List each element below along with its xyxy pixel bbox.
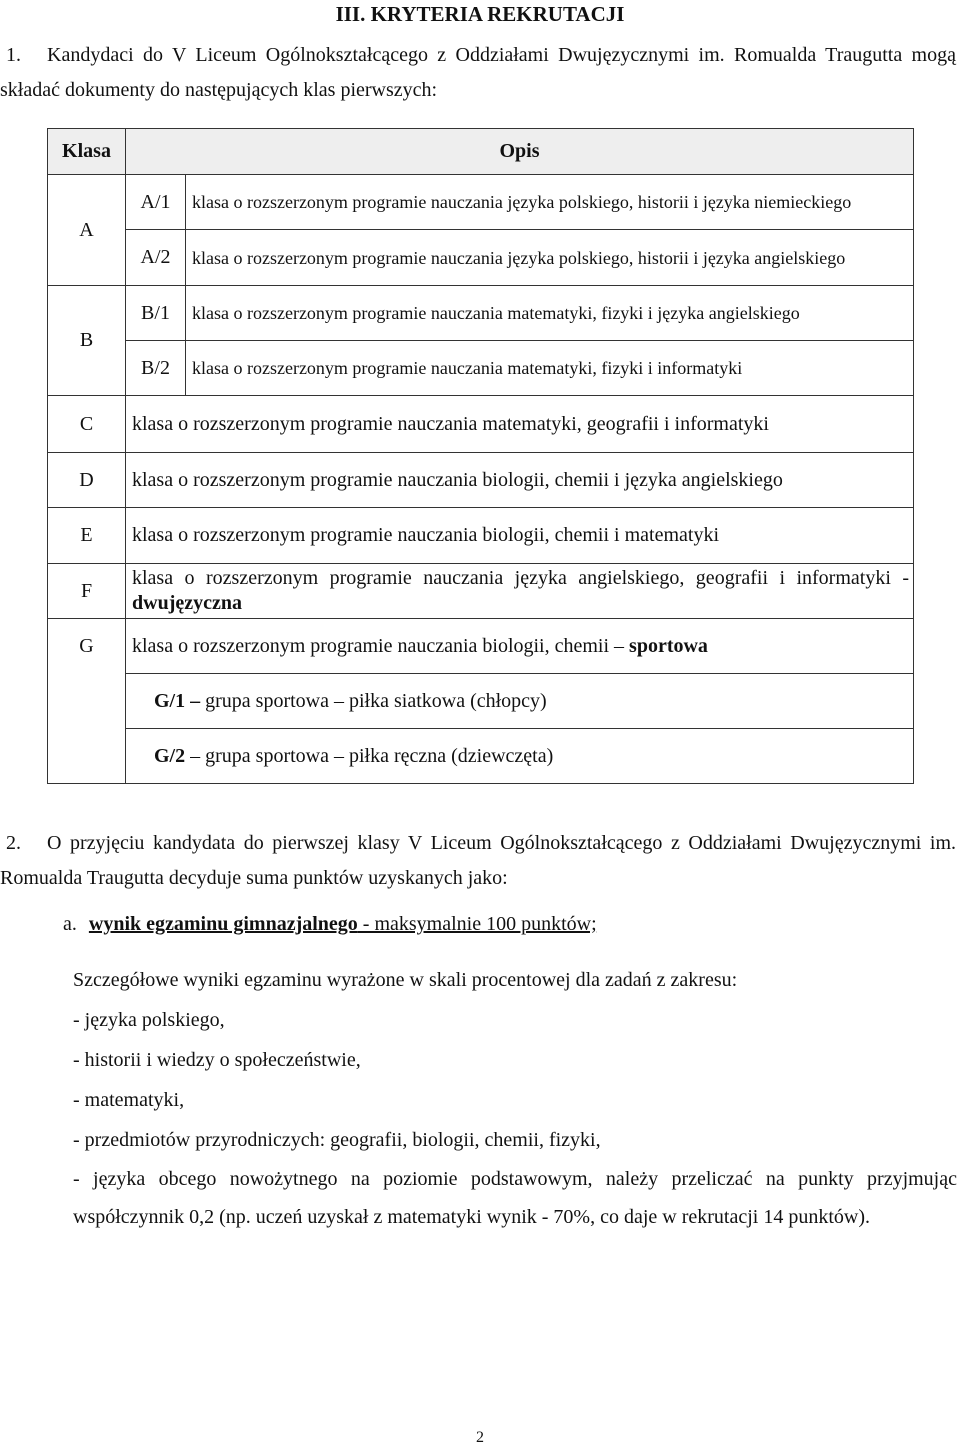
table-row <box>48 729 914 784</box>
class-desc-c: klasa o rozszerzonym programie nauczania matematyki, geografii i informatyki <box>126 396 914 453</box>
table-row <box>48 619 914 674</box>
section-1-paragraph <box>0 38 956 108</box>
sport-group-g1-code: G/1 – <box>154 689 201 712</box>
class-label-e: E <box>48 508 126 564</box>
class-label-d: D <box>48 453 126 508</box>
class-desc-e: klasa o rozszerzonym programie nauczania biologii, chemii i matematyki <box>126 508 914 564</box>
table-row <box>48 175 914 230</box>
class-label-f: F <box>48 564 126 619</box>
sport-group-g2-desc: – grupa sportowa – piłka ręczna (dziewczęta) <box>185 744 554 767</box>
class-label-g: G <box>48 619 126 784</box>
item-a-letter: a. <box>63 913 77 935</box>
exam-details <box>73 960 957 1236</box>
table-row <box>48 396 914 453</box>
table-row <box>48 230 914 286</box>
details-intro: Szczegółowe wyniki egzaminu wyrażone w skali procentowej dla zadań z zakresu: <box>73 969 738 991</box>
subclass-label-a1: A/1 <box>126 175 186 230</box>
table-header-row <box>48 129 914 175</box>
list-item: - historii i wiedzy o społeczeństwie, <box>73 1049 361 1071</box>
class-criteria-table <box>47 128 914 784</box>
class-label-c: C <box>48 396 126 453</box>
subclass-desc-a1: klasa o rozszerzonym programie nauczania języka polskiego, historii i języka niemieckiego <box>186 175 914 230</box>
sport-group-g1-desc: grupa sportowa – piłka siatkowa (chłopcy) <box>200 689 547 712</box>
item-a-rest: - maksymalnie 100 punktów; <box>357 913 597 935</box>
item-a-title: wynik egzaminu gimnazjalnego <box>88 913 358 935</box>
table-row <box>48 564 914 619</box>
section-2-text: O przyjęciu kandydata do pierwszej klasy V Liceum Ogólnokształcącego z Oddziałami Dwujęzycznymi im. Romualda Traugutta decyduje suma punktów uzyskanych jako: <box>0 832 956 889</box>
list-item: - języka obcego nowożytnego na poziomie podstawowym, należy przeliczać na punkty przyjmując współczynnik 0,2 (np. uczeń uzyskał z matematyki wynik - 70%, co daje w rekrutacji 14 punktów). <box>73 1168 957 1228</box>
section-1-number: 1. <box>6 44 21 66</box>
class-desc-g-text: klasa o rozszerzonym programie nauczania biologii, chemii – <box>132 634 630 657</box>
header-opis: Opis <box>126 129 914 175</box>
table-row <box>48 453 914 508</box>
list-item: - języka polskiego, <box>73 1009 225 1031</box>
subclass-desc-a2: klasa o rozszerzonym programie nauczania języka polskiego, historii i języka angielskiego <box>186 230 914 286</box>
section-2-number: 2. <box>6 832 21 854</box>
subclass-label-b1: B/1 <box>126 286 186 341</box>
section-1-text: Kandydaci do V Liceum Ogólnokształcącego z Oddziałami Dwujęzycznymi im. Romualda Traugutta mogą składać dokumenty do następujących klas pierwszych: <box>0 44 956 101</box>
subclass-label-a2: A/2 <box>126 230 186 286</box>
table-row <box>48 286 914 341</box>
list-item: - przedmiotów przyrodniczych: geografii, biologii, chemii, fizyki, <box>73 1129 601 1151</box>
class-desc-f-bold: dwujęzyczna <box>132 592 242 614</box>
table-row <box>48 508 914 564</box>
table-row <box>48 674 914 729</box>
subclass-label-b2: B/2 <box>126 341 186 396</box>
section-heading: III. KRYTERIA REKRUTACJI <box>335 2 625 26</box>
class-label-b: B <box>48 286 126 396</box>
subclass-desc-b2: klasa o rozszerzonym programie nauczania matematyki, fizyki i informatyki <box>186 341 914 396</box>
sport-group-g2 <box>126 729 914 784</box>
class-desc-g-bold: sportowa <box>629 634 708 657</box>
class-desc-f <box>126 564 914 619</box>
class-desc-f-text: klasa o rozszerzonym programie nauczania języka angielskiego, geografii i informatyki - <box>132 567 909 589</box>
sport-group-g1 <box>126 674 914 729</box>
subclass-desc-b1: klasa o rozszerzonym programie nauczania matematyki, fizyki i języka angielskiego <box>186 286 914 341</box>
page-number: 2 <box>476 1429 484 1446</box>
class-desc-g <box>126 619 914 674</box>
item-a <box>63 913 597 936</box>
section-2-paragraph <box>0 826 956 896</box>
header-klasa: Klasa <box>48 129 126 175</box>
sport-group-g2-code: G/2 <box>154 744 186 767</box>
list-item: - matematyki, <box>73 1089 185 1111</box>
table-row <box>48 341 914 396</box>
class-label-a: A <box>48 175 126 286</box>
class-desc-d: klasa o rozszerzonym programie nauczania biologii, chemii i języka angielskiego <box>126 453 914 508</box>
